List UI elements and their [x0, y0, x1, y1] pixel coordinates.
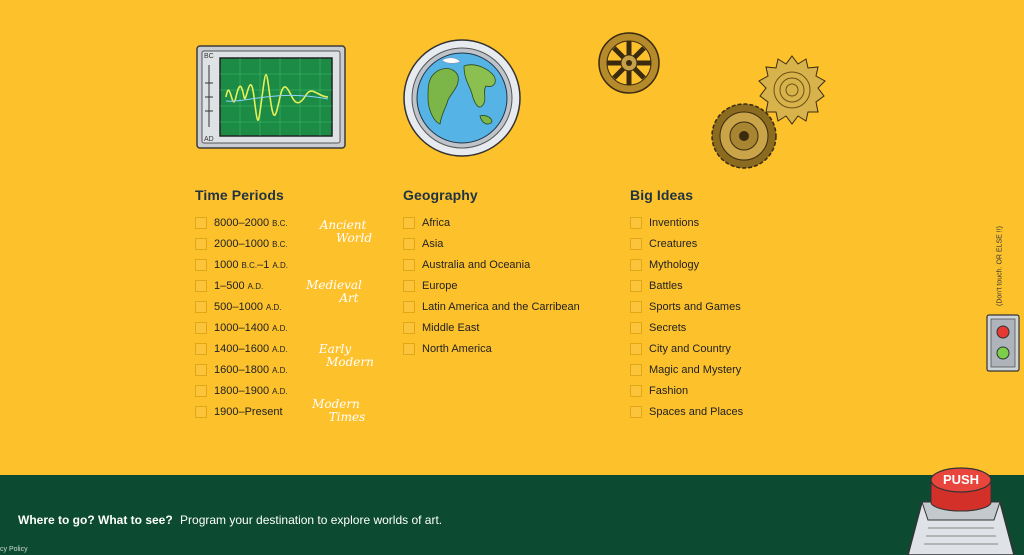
- period-label: [214, 238, 288, 250]
- period-range: 1000–1400: [214, 321, 273, 334]
- green-light-icon: [997, 347, 1009, 359]
- checkbox[interactable]: [195, 322, 207, 334]
- geography-option[interactable]: [403, 212, 603, 233]
- checkbox[interactable]: [630, 280, 642, 292]
- time-period-option[interactable]: [195, 254, 305, 275]
- geography-label: Africa: [422, 216, 451, 229]
- geography-option[interactable]: [403, 254, 603, 275]
- checkbox[interactable]: [630, 385, 642, 397]
- geography-label: North America: [422, 342, 492, 355]
- period-range: 2000–1000: [214, 237, 273, 250]
- big-idea-label: Mythology: [649, 258, 700, 271]
- time-periods-list: [195, 212, 305, 422]
- checkbox[interactable]: [195, 280, 207, 292]
- big-idea-option[interactable]: [630, 317, 790, 338]
- big-idea-option[interactable]: [630, 338, 790, 359]
- time-period-option[interactable]: [195, 233, 305, 254]
- geography-option[interactable]: [403, 338, 603, 359]
- time-period-option[interactable]: [195, 338, 305, 359]
- red-light-icon: [997, 326, 1009, 338]
- geography-section: [403, 187, 603, 359]
- checkbox[interactable]: [195, 238, 207, 250]
- period-range: 1000: [214, 258, 242, 271]
- era-label-medieval-art: Medieval Art: [306, 278, 362, 305]
- checkbox[interactable]: [195, 385, 207, 397]
- era-label-ancient-world: Ancient World: [319, 218, 372, 245]
- side-note: (Don't touch. OR ELSE !!): [996, 226, 1004, 306]
- period-label: [214, 364, 288, 376]
- checkbox[interactable]: [403, 238, 415, 250]
- time-period-option[interactable]: [195, 296, 305, 317]
- checkbox[interactable]: [403, 322, 415, 334]
- monitor-bc-label: BC: [204, 53, 214, 60]
- geography-label: Middle East: [422, 321, 480, 334]
- period-era: A.D.: [266, 302, 282, 312]
- period-era: A.D.: [272, 323, 288, 333]
- period-era: B.C.: [241, 260, 258, 270]
- period-label: [214, 322, 288, 334]
- monitor-ad-label: AD: [204, 136, 214, 143]
- big-idea-option[interactable]: [630, 296, 790, 317]
- geography-label: Australia and Oceania: [422, 258, 531, 271]
- big-ideas-section: [630, 187, 790, 422]
- big-idea-label: Secrets: [649, 321, 687, 334]
- privacy-policy-link[interactable]: cy Policy: [0, 546, 28, 553]
- period-range: 1900–Present: [214, 405, 283, 418]
- period-era: B.C.: [272, 239, 288, 249]
- checkbox[interactable]: [630, 238, 642, 250]
- signal-lights-panel: [986, 314, 1020, 372]
- geography-option[interactable]: [403, 296, 603, 317]
- big-ideas-heading: Big Ideas: [630, 187, 694, 203]
- checkbox[interactable]: [195, 301, 207, 313]
- time-period-option[interactable]: [195, 275, 305, 296]
- checkbox[interactable]: [403, 343, 415, 355]
- period-range: 1400–1600: [214, 342, 273, 355]
- footer-tagline-text: Program your destination to explore worlds of art.: [180, 513, 443, 527]
- time-periods-section: [195, 187, 305, 422]
- geography-label: Latin America and the Carribean: [422, 300, 580, 313]
- push-label: PUSH: [942, 472, 980, 487]
- big-idea-label: Sports and Games: [649, 300, 741, 313]
- footer-tagline: [18, 513, 442, 527]
- checkbox[interactable]: [195, 217, 207, 229]
- big-idea-option[interactable]: [630, 359, 790, 380]
- big-idea-label: Inventions: [649, 216, 700, 229]
- checkbox[interactable]: [630, 364, 642, 376]
- checkbox[interactable]: [630, 259, 642, 271]
- checkbox[interactable]: [630, 301, 642, 313]
- time-periods-heading: Time Periods: [195, 187, 284, 203]
- time-period-option[interactable]: [195, 359, 305, 380]
- big-idea-label: Magic and Mystery: [649, 363, 742, 376]
- period-range: 1800–1900: [214, 384, 273, 397]
- big-idea-option[interactable]: [630, 401, 790, 422]
- geography-option[interactable]: [403, 317, 603, 338]
- big-idea-label: Creatures: [649, 237, 698, 250]
- period-range: 1600–1800: [214, 363, 273, 376]
- checkbox[interactable]: [403, 259, 415, 271]
- period-range-tail: –1: [257, 258, 273, 271]
- checkbox[interactable]: [630, 406, 642, 418]
- big-idea-label: Spaces and Places: [649, 405, 744, 418]
- footer-tagline-bold: Where to go? What to see?: [18, 513, 173, 527]
- period-label: [214, 280, 263, 292]
- period-label: [214, 406, 283, 418]
- globe-illustration: [402, 36, 522, 160]
- gears-illustration: [596, 26, 828, 171]
- footer-bar: [0, 475, 1024, 555]
- big-ideas-list: [630, 212, 790, 422]
- period-era: B.C.: [272, 218, 288, 228]
- period-label: [214, 343, 288, 355]
- period-range: 500–1000: [214, 300, 266, 313]
- checkbox[interactable]: [195, 343, 207, 355]
- geography-list: [403, 212, 603, 359]
- timeline-monitor-illustration: [196, 45, 346, 149]
- checkbox[interactable]: [403, 280, 415, 292]
- geography-heading: Geography: [403, 187, 478, 203]
- time-period-option[interactable]: [195, 401, 305, 422]
- period-label: [214, 385, 288, 397]
- big-idea-label: Battles: [649, 279, 683, 292]
- big-idea-option[interactable]: [630, 233, 790, 254]
- checkbox[interactable]: [630, 322, 642, 334]
- push-button[interactable]: [902, 458, 1020, 555]
- geography-label: Europe: [422, 279, 458, 292]
- checkbox[interactable]: [403, 217, 415, 229]
- period-era: A.D.: [247, 281, 264, 291]
- geography-label: Asia: [422, 237, 444, 250]
- period-label: [214, 217, 288, 229]
- big-idea-option[interactable]: [630, 212, 790, 233]
- big-idea-label: City and Country: [649, 342, 731, 355]
- era-label-modern-times: Modern Times: [312, 397, 366, 424]
- time-period-option[interactable]: [195, 380, 305, 401]
- period-era: A.D.: [272, 386, 288, 396]
- big-idea-option[interactable]: [630, 254, 790, 275]
- period-range: 8000–2000: [214, 216, 273, 229]
- checkbox[interactable]: [195, 406, 207, 418]
- time-period-option[interactable]: [195, 212, 305, 233]
- period-era: A.D.: [272, 365, 288, 375]
- checkbox[interactable]: [630, 343, 642, 355]
- big-idea-option[interactable]: [630, 380, 790, 401]
- checkbox[interactable]: [630, 217, 642, 229]
- checkbox[interactable]: [195, 259, 207, 271]
- big-idea-option[interactable]: [630, 275, 790, 296]
- checkbox[interactable]: [195, 364, 207, 376]
- time-period-option[interactable]: [195, 317, 305, 338]
- era-label-early-modern: Early Modern: [318, 342, 374, 369]
- period-label: [214, 259, 288, 271]
- period-era: A.D.: [272, 344, 288, 354]
- geography-option[interactable]: [403, 275, 603, 296]
- checkbox[interactable]: [403, 301, 415, 313]
- period-label: [214, 301, 282, 313]
- big-idea-label: Fashion: [649, 384, 689, 397]
- period-era: A.D.: [272, 260, 288, 270]
- geography-option[interactable]: [403, 233, 603, 254]
- period-range: 1–500: [214, 279, 248, 292]
